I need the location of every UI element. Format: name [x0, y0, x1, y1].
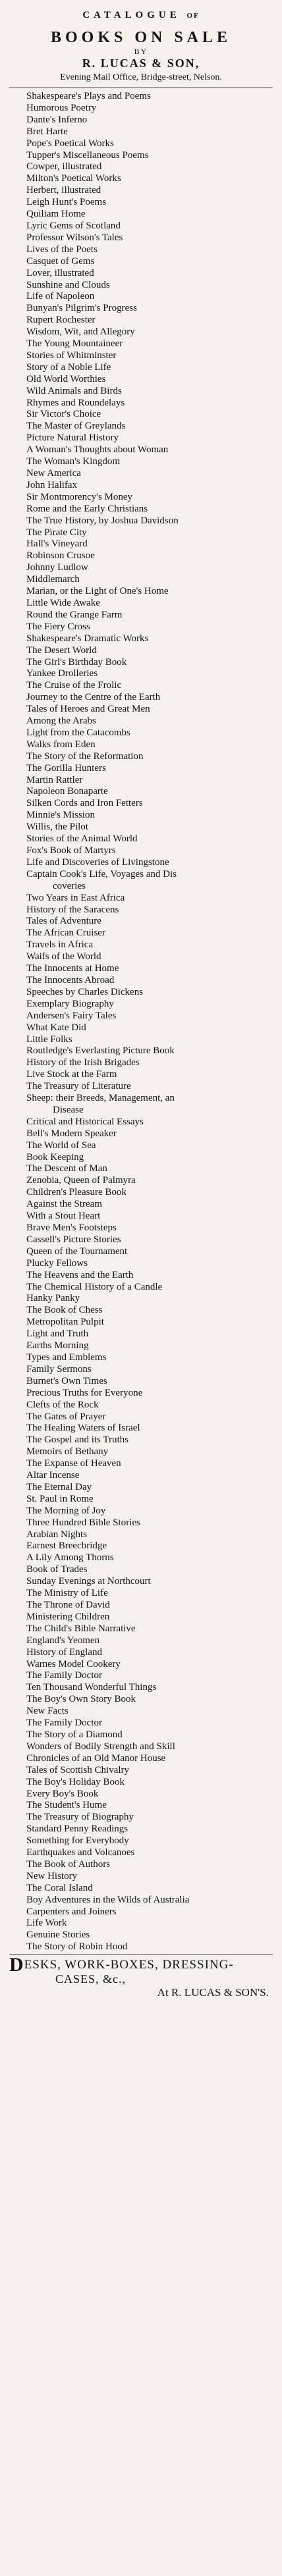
book-list-item: Memoirs of Bethany [26, 1446, 109, 1458]
book-list-item: Andersen's Fairy Tales [26, 1010, 117, 1021]
book-list-item: The Gospel and its Truths [26, 1434, 129, 1446]
book-list-item: The True History, by Joshua Davidson [26, 515, 179, 526]
book-list-item: Middlemarch [26, 574, 80, 585]
book-list-item: Clefts of the Rock [26, 1399, 99, 1410]
book-list-item: New Facts [26, 1706, 69, 1717]
book-list-item: Ten Thousand Wonderful Things [26, 1682, 157, 1693]
book-list-item: Three Hundred Bible Stories [26, 1517, 140, 1528]
book-list-item: Critical and Historical Essays [26, 1116, 144, 1127]
book-list-item: Sir Montmorency's Money [26, 491, 133, 502]
book-list-item: Milton's Poetical Works [26, 173, 121, 184]
book-list-item: Bell's Modern Speaker [26, 1128, 117, 1139]
book-list-item: Robinson Crusoe [26, 550, 95, 562]
book-list-item: Little Wide Awake [26, 597, 100, 608]
book-list-item: Life Work [26, 1918, 67, 1929]
book-list-item: Book Keeping [26, 1151, 84, 1163]
book-list-item: St. Paul in Rome [26, 1493, 94, 1504]
book-list [9, 91, 273, 1953]
book-list-item: Sunshine and Clouds [26, 279, 110, 290]
book-list-item: Book of Trades [26, 1564, 88, 1575]
book-list-item: What Kate Did [26, 1022, 86, 1033]
book-list-item: The Gorilla Hunters [26, 762, 106, 774]
book-list-item: Children's Pleasure Book [26, 1187, 127, 1198]
book-list-item: Minnie's Mission [26, 810, 95, 821]
book-list-item: Shakespeare's Dramatic Works [26, 633, 149, 644]
book-list-item: Wild Animals and Birds [26, 385, 122, 396]
book-list-item: Something for Everybody [26, 1835, 129, 1847]
book-list-item: Story of a Noble Life [26, 361, 111, 373]
book-list-item: The Throne of David [26, 1600, 110, 1610]
book-list-item: Fox's Book of Martyrs [26, 845, 116, 856]
book-list-item: Napoleon Bonaparte [26, 786, 108, 797]
book-list-item: Picture Natural History [26, 433, 119, 444]
book-list-item: The Heavens and the Earth [26, 1269, 134, 1280]
book-list-item: The Gates of Prayer [26, 1411, 106, 1422]
book-list-item: The Young Mountaineer [26, 338, 123, 350]
book-list-item: The Woman's Kingdom [26, 456, 121, 467]
book-list-item: Quiliam Home [26, 209, 86, 220]
book-list-item: Hanky Panky [26, 1293, 80, 1304]
book-list-item: Casquet of Gems [26, 255, 95, 267]
book-list-item: Little Folks [26, 1034, 72, 1045]
book-list-item: Bret Harte [26, 126, 68, 137]
book-list-item: The Book of Chess [26, 1305, 103, 1316]
book-list-item: Genuine Stories [26, 1930, 90, 1941]
book-list-item: Boy Adventures in the Wilds of Australia [26, 1894, 190, 1905]
book-list-item: Walks from Eden [26, 739, 96, 750]
book-list-item: Zenobia, Queen of Palmyra [26, 1175, 136, 1186]
book-list-item: The Morning of Joy [26, 1505, 106, 1516]
footer-advert-subtitle: CASES, &c., [55, 1972, 127, 1986]
book-list-item: The Expanse of Heaven [26, 1458, 121, 1469]
book-list-item: Routledge's Everlasting Picture Book [26, 1045, 175, 1057]
book-list-item: Exemplary Biography [26, 998, 114, 1009]
book-list-item: The Story of the Reformation [26, 750, 144, 762]
book-list-item: New America [26, 468, 81, 479]
book-list-item: Cassell's Picture Stories [26, 1234, 121, 1245]
book-list-item: The Desert World [26, 644, 97, 656]
book-list-item: Herbert, illustrated [26, 185, 101, 196]
book-list-item: Carpenters and Joiners [26, 1906, 117, 1917]
book-list-item: History of England [26, 1646, 102, 1658]
book-list-item: The Boy's Holiday Book [26, 1776, 125, 1787]
book-list-item: Life of Napoleon [26, 291, 95, 302]
footer-initial: D [9, 1954, 24, 1976]
book-list-item: Family Sermons [26, 1363, 92, 1375]
book-list-item: Every Boy's Book [26, 1788, 99, 1799]
book-list-item: Light from the Catacombs [26, 727, 130, 738]
book-list-item: Standard Penny Readings [26, 1824, 128, 1835]
book-list-item: Lover, illustrated [26, 267, 94, 278]
book-list-item: The Healing Waters of Israel [26, 1423, 140, 1434]
book-list-item: Martin Rattler [26, 774, 83, 785]
book-list-item: Earnest Breecbridge [26, 1540, 107, 1552]
book-list-item: Sunday Evenings at Northcourt [26, 1576, 151, 1587]
book-list-item: The Cruise of the Frolic [26, 680, 122, 691]
book-list-item: History of the Irish Brigades [26, 1057, 140, 1068]
book-list-item: Chronicles of an Old Manor House [26, 1752, 166, 1764]
book-list-item: Burnet's Own Times [26, 1375, 107, 1386]
book-list-item: Shakespeare's Plays and Poems [26, 91, 151, 101]
book-list-item: Tales of Heroes and Great Men [26, 704, 150, 715]
book-list-item: The Innocents Abroad [26, 974, 115, 986]
catalogue-word: CATALOGUE [82, 10, 181, 20]
book-list-item: Humorous Poetry [26, 102, 97, 113]
book-list-item: Ministering Children [26, 1611, 110, 1622]
book-list-item: Captain Cook's Life, Voyages and Dis [26, 868, 177, 880]
book-list-item: Brave Men's Footsteps [26, 1222, 117, 1233]
book-list-item: Yankee Drolleries [26, 668, 98, 679]
book-list-item: Stories of the Animal World [26, 833, 138, 845]
book-list-item: Light and Truth [26, 1328, 89, 1340]
by-line: BY [134, 47, 148, 56]
book-list-item: The World of Sea [26, 1140, 96, 1151]
book-list-item: Journey to the Centre of the Earth [26, 692, 161, 703]
book-list-item: Precious Truths for Everyone [26, 1387, 143, 1398]
book-list-item: Speeches by Charles Dickens [26, 986, 144, 997]
book-list-item: The Fiery Cross [26, 621, 90, 632]
book-list-item: The Coral Island [26, 1882, 93, 1893]
book-list-item: Marian, or the Light of One's Home [26, 586, 169, 597]
book-list-item: Lyric Gems of Scotland [26, 220, 121, 231]
book-list-item: The Ministry of Life [26, 1588, 108, 1599]
book-list-item: Rhymes and Roundelays [26, 397, 125, 408]
book-list-item: Johnny Ludlow [26, 562, 88, 573]
book-list-item: Leigh Hunt's Poems [26, 197, 107, 208]
book-list-item: Professor Wilson's Tales [26, 232, 123, 243]
book-list-item: Pope's Poetical Works [26, 138, 114, 149]
book-list-item: Bunyan's Pilgrim's Progress [26, 303, 137, 314]
book-list-item: The Master of Greylands [26, 421, 126, 432]
book-list-item: The Descent of Man [26, 1163, 107, 1174]
footer-advert-title [9, 1954, 273, 1976]
book-list-item: Rome and the Early Christians [26, 503, 148, 514]
book-list-item: Two Years in East Africa [26, 892, 125, 903]
book-list-item: History of the Saracens [26, 904, 119, 915]
book-list-item: The Innocents at Home [26, 963, 119, 974]
book-list-item: A Woman's Thoughts about Woman [26, 444, 169, 456]
book-list-item: Rupert Rochester [26, 315, 96, 326]
book-list-item: Old World Worthies [26, 373, 106, 384]
seller-address: Evening Mail Office, Bridge-street, Nelson. [60, 72, 222, 82]
book-list-item: The Student's Hume [26, 1800, 107, 1811]
book-list-item: Tales of Adventure [26, 916, 101, 927]
book-list-item: Wisdom, Wit, and Allegory [26, 327, 135, 338]
book-list-item: The Story of a Diamond [26, 1729, 123, 1740]
book-list-item: Arabian Nights [26, 1529, 88, 1540]
book-list-item: Travels in Africa [26, 939, 94, 951]
seller-name: R. LUCAS & SON, [82, 57, 200, 70]
book-list-item: A Lily Among Thorns [26, 1552, 114, 1564]
book-list-item: Wonders of Bodily Strength and Skill [26, 1741, 175, 1752]
book-list-item: Queen of the Tournament [26, 1246, 128, 1257]
book-list-item: Silken Cords and Iron Fetters [26, 798, 143, 809]
book-list-item: New History [26, 1870, 78, 1881]
book-list-item: Metropolitan Pulpit [26, 1317, 104, 1328]
book-list-item: Against the Stream [26, 1199, 102, 1210]
book-list-item: The Boy's Own Story Book [26, 1694, 136, 1705]
book-list-item: Stories of Whitminster [26, 350, 117, 361]
book-list-item: The Pirate City [26, 527, 87, 538]
book-list-item: The Family Doctor [26, 1718, 102, 1729]
catalogue-heading [9, 9, 273, 22]
book-list-item: Plucky Fellows [26, 1257, 88, 1269]
book-list-item: Disease [53, 1104, 84, 1115]
book-list-item: Sir Victor's Choice [26, 409, 101, 420]
book-list-item: The Eternal Day [26, 1481, 92, 1492]
footer-advert-seller: At R. LUCAS & SON'S. [157, 1986, 269, 1999]
book-list-item: The Treasury of Literature [26, 1081, 131, 1092]
book-list-item: Tales of Scottish Chivalry [26, 1764, 130, 1775]
book-list-item: Tupper's Miscellaneous Poems [26, 149, 149, 161]
book-list-item: coveries [53, 880, 86, 891]
book-list-item: The African Cruiser [26, 928, 105, 939]
book-list-item: The Book of Authors [26, 1858, 111, 1870]
book-list-item: With a Stout Heart [26, 1211, 101, 1222]
book-list-item: Round the Grange Farm [26, 609, 123, 620]
book-list-item: The Chemical History of a Candle [26, 1281, 163, 1292]
book-list-item: The Girl's Birthday Book [26, 656, 127, 668]
page-title: BOOKS ON SALE [50, 29, 232, 46]
book-list-item: Life and Discoveries of Livingstone [26, 856, 169, 868]
book-list-item: The Story of Robin Hood [26, 1941, 128, 1953]
book-list-item: The Treasury of Biography [26, 1812, 134, 1823]
book-list-item: Altar Incense [26, 1470, 80, 1481]
footer-title-text: ESKS, WORK-BOXES, DRESSING- [24, 1958, 234, 1972]
book-list-item: Types and Emblems [26, 1352, 107, 1363]
book-list-item: Live Stock at the Farm [26, 1069, 117, 1080]
book-list-item: The Child's Bible Narrative [26, 1623, 136, 1634]
book-list-item: Lives of the Poets [26, 244, 98, 255]
book-list-item: Hall's Vineyard [26, 539, 88, 550]
book-list-item: John Halifax [26, 479, 78, 490]
book-list-item: Dante's Inferno [26, 114, 88, 125]
book-list-item: Cowper, illustrated [26, 161, 102, 172]
book-list-item: England's Yeomen [26, 1635, 100, 1646]
book-list-item: Waifs of the World [26, 951, 101, 962]
book-list-item: Willis, the Pilot [26, 822, 88, 833]
book-list-item: Warnes Model Cookery [26, 1658, 121, 1669]
book-list-item: Sheep: their Breeds, Management, an [26, 1093, 175, 1104]
book-list-item: The Family Doctor [26, 1670, 102, 1681]
book-list-item: Among the Arabs [26, 716, 96, 727]
book-list-item: Earths Morning [26, 1340, 89, 1352]
of-word: OF [186, 12, 200, 20]
book-list-item: Earthquakes and Volcanoes [26, 1847, 135, 1858]
